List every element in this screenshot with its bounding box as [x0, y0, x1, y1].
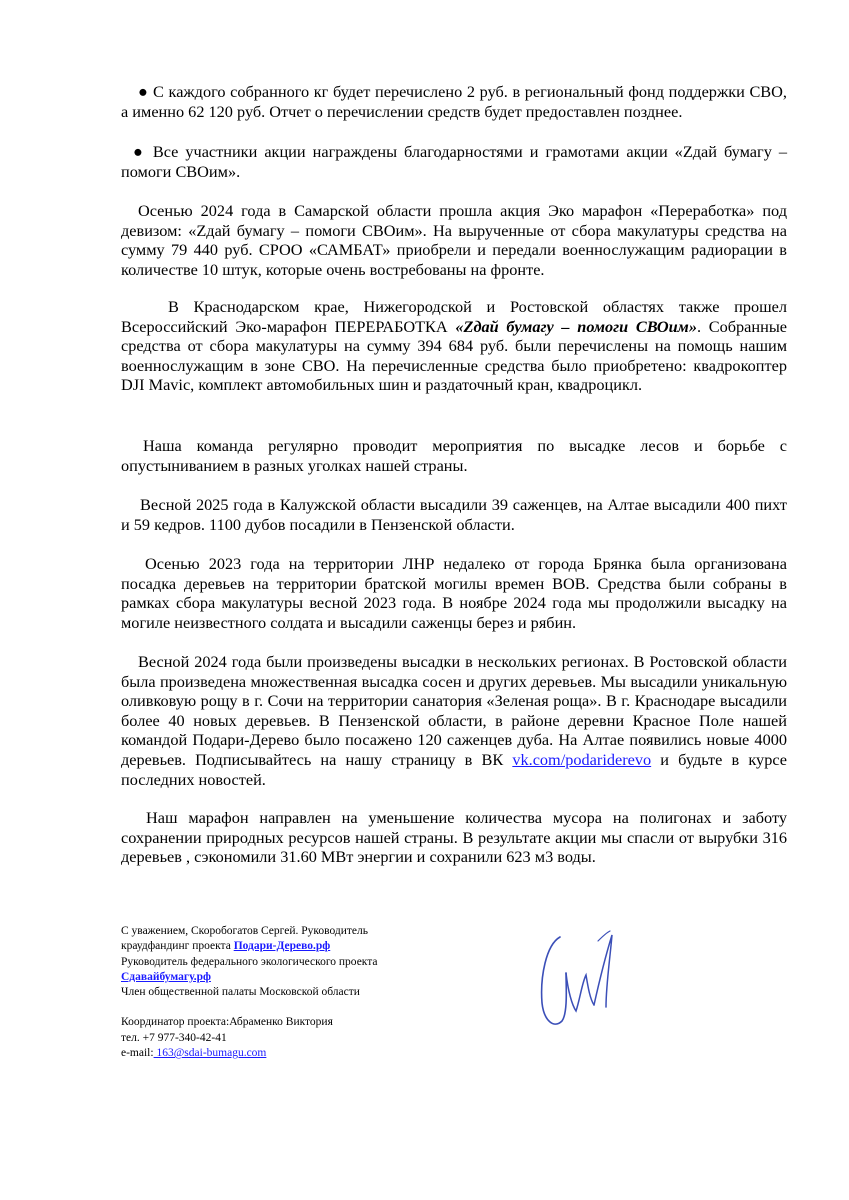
signature-line: [121, 970, 451, 985]
phone-line: тел. +7 977-340-42-41: [121, 1031, 227, 1044]
coordinator-line: Координатор проекта:Абраменко Виктория: [121, 1016, 333, 1029]
paragraph-text: В Краснодарском крае, Нижегородской и Ростовской областях также прошел Всероссийский Эко-марафон ПЕРЕРАБОТКА: [121, 297, 787, 336]
signature-text: краудфандинг проекта: [121, 940, 234, 953]
paragraph-lnr: Осенью 2023 года на территории ЛНР недалеко от города Брянка была организована посадка деревьев на территории братской могилы времен ВОВ. Средства были собраны в рамках сбора макулатуры весной 2023 года. В ноябре 2024 года мы продолжили высадку на могиле неизвестного солдата и высадили саженцы берез и рябин.: [121, 554, 787, 632]
signature-line: Член общественной палаты Московской области: [121, 986, 360, 999]
bullet-item-awards: [121, 142, 787, 181]
paragraph-spring-2025: Весной 2025 года в Калужской области высадили 39 саженцев, на Алтае высадили 400 пихт и 59 кедров. 1100 дубов посадили в Пензенской области.: [121, 495, 787, 534]
signature-line: [121, 939, 451, 954]
paragraph-team: Наша команда регулярно проводит мероприятия по высадке лесов и борьбе с опустыниванием в разных уголках нашей страны.: [121, 436, 787, 475]
email-link[interactable]: 163@sdai-bumagu.com: [153, 1047, 267, 1060]
vk-link[interactable]: vk.com/podariderevo: [512, 749, 652, 769]
sdavaibumagu-link[interactable]: Сдавайбумагу.рф: [121, 970, 211, 983]
email-label: e-mail:: [121, 1047, 154, 1060]
bullet-marker: ●: [133, 142, 146, 161]
campaign-slogan: «Zдай бумагу – помоги СВОим»: [455, 316, 697, 336]
paragraph-text: Весной 2024 года были произведены высадки в нескольких регионах. В Ростовской области была произведена множественная высадка сосен и других деревьев. Мы высадили уникальную оливковую рощу в г. Сочи на территории санатория «Зеленая роща». В г. Краснодаре высадили более 40 новых деревьев. В Пензенской области, в районе деревни Красное Поле нашей командой Подари-Дерево было посажено 120 саженцев дуба. На Алтае появились новые 4000 деревьев. Подписывайтесь на нашу страницу в ВК: [121, 652, 787, 769]
paragraph-text: . Собранные средства от сбора макулатуры на сумму 394 684 руб. были перечислены на помощь нашим военнослужащим в зоне СВО. На перечисленные средства было приобретено: квадрокоптер DJI Mavic, комплект автомобильных шин и раздаточный кран, квадроцикл.: [121, 316, 787, 395]
paragraph-results: Наш марафон направлен на уменьшение количества мусора на полигонах и заботу сохранении природных ресурсов нашей страны. В результате акции мы спасли от вырубки 316 деревьев , сэкономили 31.60 МВт энергии и сохранили 623 м3 воды.: [121, 808, 787, 867]
signature-line: Руководитель федерального экологического проекта: [121, 955, 378, 968]
paragraph-spring-2024: [121, 652, 787, 789]
bullet-text: Все участники акции награждены благодарностями и грамотами акции «Zдай бумагу – помоги СВОим».: [121, 142, 787, 181]
bullet-text: С каждого собранного кг будет перечислено 2 руб. в региональный фонд поддержки СВО, а именно 62 120 руб. Отчет о перечислении средств будет предоставлен позднее.: [121, 82, 787, 121]
podari-derevo-link[interactable]: Подари-Дерево.рф: [233, 940, 331, 953]
bullet-marker: ●: [138, 82, 149, 101]
handwritten-signature: [532, 925, 622, 1033]
paragraph-samara: Осенью 2024 года в Самарской области прошла акция Эко марафон «Переработка» под девизом: «Zдай бумагу – помоги СВОим». На вырученные от сбора макулатуры средства на сумму 79 440 руб. СРОО «САМБАТ» приобрели и передали военнослужащим радиорации в количестве 10 штук, которые очень востребованы на фронте.: [121, 201, 787, 279]
signature-block: [121, 924, 451, 1061]
bullet-item-fund: [121, 82, 787, 121]
email-line: [121, 1046, 451, 1061]
spacer: [121, 1000, 451, 1015]
signature-line: С уважением, Скоробогатов Сергей. Руководитель: [121, 925, 369, 937]
paragraph-text: и будьте в курсе последних новостей.: [121, 749, 787, 789]
paragraph-krasnodar: [121, 297, 787, 395]
